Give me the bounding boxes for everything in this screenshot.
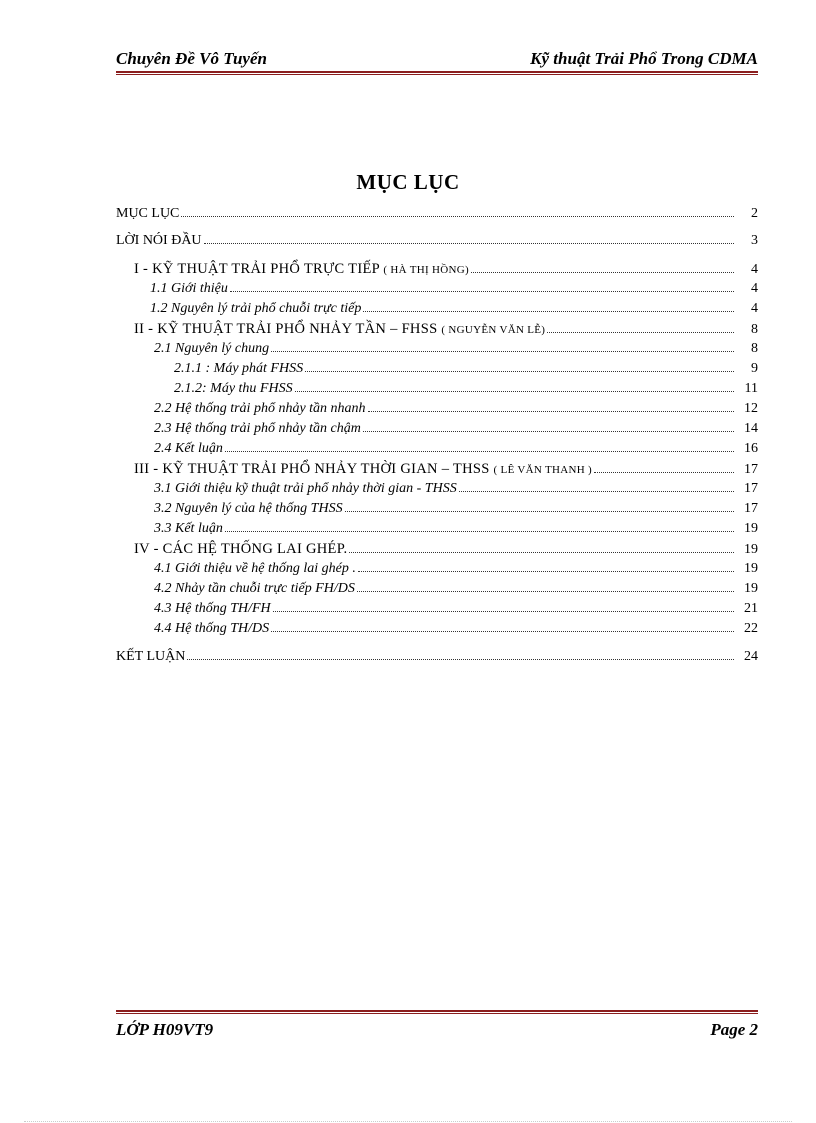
toc-page-number: 4 (751, 262, 758, 277)
footer-rule (116, 1010, 758, 1014)
toc-leader-dots (459, 491, 734, 492)
toc-page-number: 16 (744, 441, 758, 456)
toc-page-number: 17 (744, 481, 758, 496)
toc-page-number: 4 (751, 281, 758, 296)
toc-leader-dots (363, 431, 734, 432)
header-right-title: Kỹ thuật Trải Phổ Trong CDMA (530, 49, 758, 68)
toc-entry-label (134, 259, 469, 280)
toc-entry[interactable] (116, 231, 758, 251)
toc-leader-dots (181, 216, 734, 217)
toc-page-number: 19 (744, 581, 758, 596)
toc-leader-dots (345, 511, 734, 512)
toc-leader-dots (273, 611, 734, 612)
toc-entry[interactable] (134, 319, 758, 339)
toc-entry[interactable] (154, 559, 758, 579)
toc-entry-label (134, 459, 592, 480)
toc-entry[interactable] (154, 519, 758, 539)
toc-leader-dots (204, 243, 734, 244)
toc-leader-dots (594, 472, 734, 473)
toc-entry-label: MỤC LỤC (116, 206, 180, 221)
toc-section-title: III - KỸ THUẬT TRẢI PHỔ NHẢY THỜI GIAN – THSS (134, 461, 490, 477)
toc-section-title: I - KỸ THUẬT TRẢI PHỔ TRỰC TIẾP (134, 261, 380, 277)
toc-page-number: 14 (744, 421, 758, 436)
toc-section-title: II - KỸ THUẬT TRẢI PHỔ NHẢY TẦN – FHSS (134, 321, 438, 337)
toc-entry[interactable] (154, 619, 758, 639)
toc-entry[interactable] (174, 359, 758, 379)
toc-leader-dots (358, 571, 734, 572)
toc-entry[interactable] (154, 419, 758, 439)
toc-leader-dots (230, 291, 734, 292)
page-break-divider (24, 1121, 792, 1122)
header-rule (116, 71, 758, 75)
toc-entry[interactable] (154, 339, 758, 359)
toc-page-number: 3 (751, 233, 758, 248)
toc-entry[interactable] (154, 399, 758, 419)
toc-entry[interactable] (154, 439, 758, 459)
toc-page-number: 8 (751, 322, 758, 337)
footer-page-number: Page 2 (710, 1020, 758, 1039)
toc-page-number: 4 (751, 301, 758, 316)
toc-leader-dots (368, 411, 734, 412)
toc-page-number: 24 (744, 649, 758, 664)
toc-entry[interactable] (116, 204, 758, 224)
toc-page-number: 12 (744, 401, 758, 416)
toc-leader-dots (187, 659, 734, 660)
toc-page-number: 22 (744, 621, 758, 636)
toc-entry-label: 3.1 Giới thiệu kỹ thuật trải phổ nhảy thời gian - THSS (154, 481, 457, 496)
toc-entry-label: 4.1 Giới thiệu về hệ thống lai ghép . (154, 561, 356, 576)
toc-page-number: 11 (744, 381, 758, 396)
toc-leader-dots (363, 311, 734, 312)
toc-entry-label (134, 319, 545, 340)
toc-leader-dots (305, 371, 734, 372)
toc-page-number: 8 (751, 341, 758, 356)
toc-entry-label: 2.1 Nguyên lý chung (154, 341, 270, 356)
toc-entry[interactable] (154, 499, 758, 519)
toc-entry-label: 2.4 Kết luận (154, 441, 223, 456)
toc-entry[interactable] (150, 299, 758, 319)
toc-page-number: 19 (744, 521, 758, 536)
toc-leader-dots (471, 272, 734, 273)
toc-entry-label: 1.1 Giới thiệu (150, 281, 228, 296)
toc-page-number: 19 (744, 561, 758, 576)
toc-leader-dots (271, 351, 734, 352)
document-title: MỤC LỤC (356, 170, 460, 194)
toc-page-number: 17 (744, 501, 758, 516)
toc-leader-dots (225, 531, 734, 532)
toc-entry[interactable] (116, 647, 758, 667)
toc-entry-label: 1.2 Nguyên lý trải phổ chuỗi trực tiếp (150, 301, 362, 316)
toc-entry[interactable] (150, 279, 758, 299)
toc-author: ( HÀ THỊ HỒNG) (383, 264, 469, 276)
footer-class-label: LỚP H09VT9 (116, 1020, 214, 1039)
toc-entry-label: KẾT LUẬN (116, 649, 186, 664)
toc-page-number: 17 (744, 462, 758, 477)
toc-entry-label: 3.2 Nguyên lý của hệ thống THSS (154, 501, 343, 516)
toc-entry-label: LỜI NÓI ĐẦU (116, 233, 202, 248)
toc-page-number: 2 (751, 206, 758, 221)
toc-page-number: 21 (744, 601, 758, 616)
toc-author: ( NGUYỄN VĂN LỄ) (441, 324, 546, 336)
toc-leader-dots (357, 591, 734, 592)
toc-entry[interactable] (134, 539, 758, 559)
toc-entry-label: 2.3 Hệ thống trải phổ nhảy tần chậm (154, 421, 361, 436)
toc-author: ( LÊ VĂN THANH ) (493, 464, 593, 476)
toc-leader-dots (547, 332, 734, 333)
toc-page-number: 9 (751, 361, 758, 376)
toc-entry[interactable] (154, 479, 758, 499)
toc-page-number: 19 (744, 542, 758, 557)
toc-leader-dots (295, 391, 734, 392)
toc-entry-label: 4.4 Hệ thống TH/DS (154, 621, 270, 636)
toc-entry[interactable] (154, 579, 758, 599)
page-header (116, 49, 758, 71)
toc-entry[interactable] (154, 599, 758, 619)
toc-entry-label: 4.3 Hệ thống TH/FH (154, 601, 271, 616)
toc-entry-label: 3.3 Kết luận (154, 521, 223, 536)
toc-entry[interactable] (134, 459, 758, 479)
toc-entry[interactable] (174, 379, 758, 399)
toc-entry-label: 2.1.1 : Máy phát FHSS (174, 361, 304, 376)
toc-entry-label: 4.2 Nhảy tần chuỗi trực tiếp FH/DS (154, 581, 355, 596)
toc-entry-label: IV - CÁC HỆ THỐNG LAI GHÉP. (134, 541, 348, 557)
toc-leader-dots (349, 552, 734, 553)
header-left-title: Chuyên Đề Vô Tuyến (116, 49, 267, 68)
toc-leader-dots (271, 631, 734, 632)
toc-entry-label: 2.1.2: Máy thu FHSS (174, 381, 293, 396)
toc-entry[interactable] (134, 259, 758, 279)
toc-entry-label: 2.2 Hệ thống trải phổ nhảy tần nhanh (154, 401, 366, 416)
toc-leader-dots (225, 451, 734, 452)
page-footer (116, 1020, 758, 1042)
